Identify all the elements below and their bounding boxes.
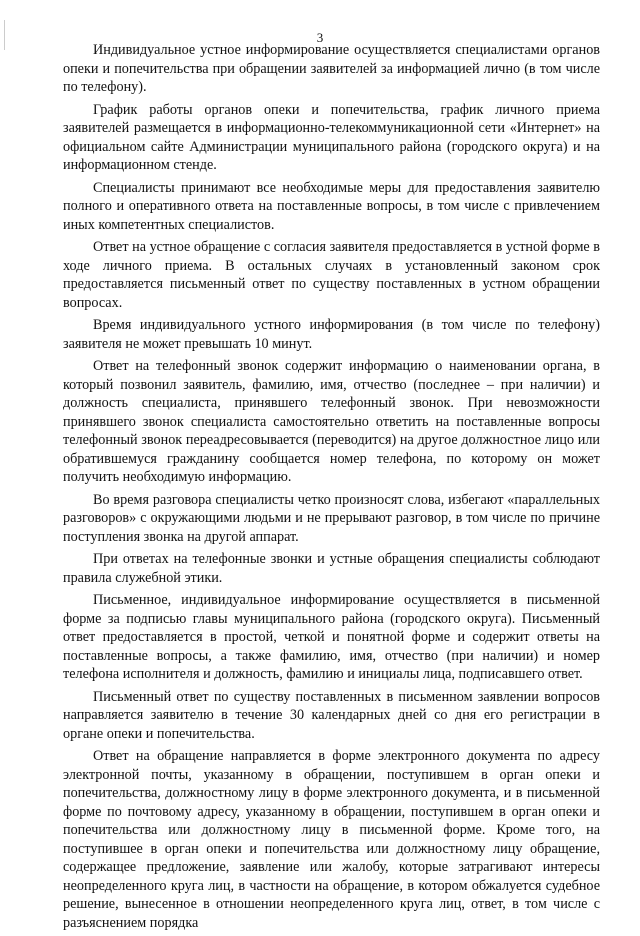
paragraph: Ответ на обращение направляется в форме электронного документа по адресу электронной почты, указанному в обращении, поступившем в орган опеки и попечительства, должностному лицу в форме электронного документа, и в письменной форме по почтовому адресу, указанному в обращении, поступившем в орган опеки и попечительства или должностному лицу в письменной форме. Кроме того, на поступившее в орган опеки и попечительства или должностному лицу обращение, содержащее предложение, заявление или жалобу, которые затрагивают интересы неопределенного круга лиц, в частности на обращение, в котором обжалуется судебное решение, вынесенное в отношении неопределенного круга лиц, ответ, в том числе с разъяснением порядка: [63, 748, 600, 931]
paragraph: Ответ на телефонный звонок содержит информацию о наименовании органа, в который позвонил заявитель, фамилию, имя, отчество (последнее – при наличии) и должность специалиста, принявшего телефонный звонок. При невозможности принявшего звонок специалиста самостоятельно ответить на поставленные вопросы телефонный звонок переадресовывается (переводится) на другое должностное лицо или обратившемуся гражданину сообщается номер телефона, по которому он может получить необходимую информацию.: [63, 358, 600, 485]
paragraph: График работы органов опеки и попечительства, график личного приема заявителей размещается в информационно-телекоммуникационной сети «Интернет» на официальном сайте Администрации муниципального района (городского округа) и на информационном стенде.: [63, 101, 600, 173]
paragraph: Индивидуальное устное информирование осуществляется специалистами органов опеки и попечительства при обращении заявителей за информацией лично (в том числе по телефону).: [63, 42, 600, 95]
paragraph: Письменное, индивидуальное информирование осуществляется в письменной форме за подписью главы муниципального района (городского округа). Письменный ответ предоставляется в простой, четкой и понятной форме и содержит ответы на поставленные вопросы, а также фамилию, имя, отчество (при наличии) и номер телефона исполнителя и должность, фамилию и инициалы лица, подписавшего ответ.: [63, 592, 600, 682]
paragraph: Письменный ответ по существу поставленных в письменном заявлении вопросов направляется заявителю в течение 30 календарных дней со дня его регистрации в органе опеки и попечительства.: [63, 688, 600, 742]
paragraph: Время индивидуального устного информирования (в том числе по телефону) заявителя не может превышать 10 минут.: [63, 317, 600, 352]
page-number: 3: [316, 30, 324, 45]
paragraph: Специалисты принимают все необходимые меры для предоставления заявителю полного и оперативного ответа на поставленные вопросы, в том числе с привлечением иных компетентных специалистов.: [63, 179, 600, 233]
paragraph: Ответ на устное обращение с согласия заявителя предоставляется в устной форме в ходе личного приема. В остальных случаях в установленный законом срок предоставляется письменный ответ по существу поставленных в устном обращении вопросах.: [63, 239, 600, 311]
paragraph: Во время разговора специалисты четко произносят слова, избегают «параллельных разговоров» с окружающими людьми и не прерывают разговор, в том числе по причине поступления звонка на другой аппарат.: [63, 491, 600, 545]
document-body: [63, 41, 600, 936]
paragraph: При ответах на телефонные звонки и устные обращения специалисты соблюдают правила служебной этики.: [63, 551, 600, 586]
